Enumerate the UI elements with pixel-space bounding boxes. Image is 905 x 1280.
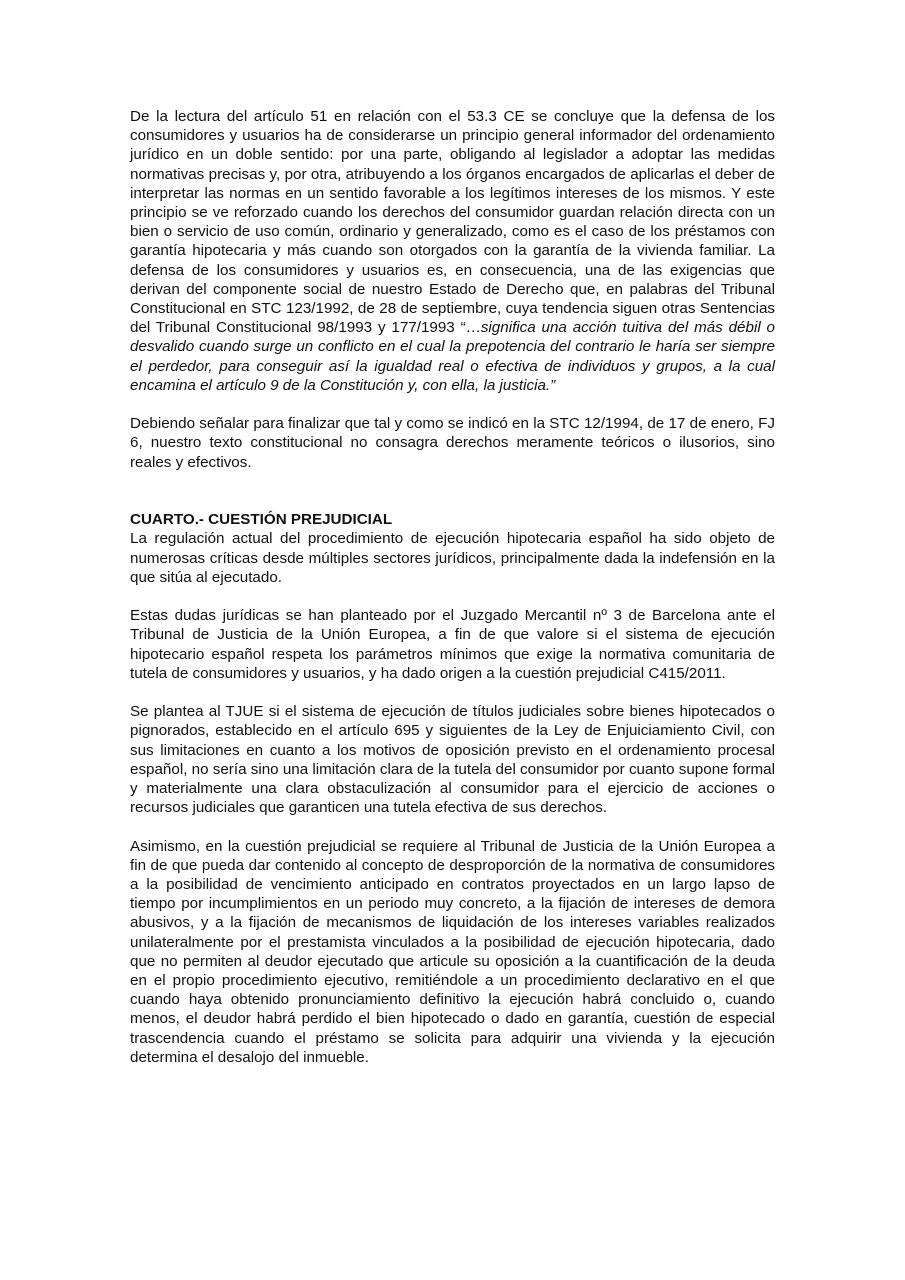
paragraph-stc-conclusion: Debiendo señalar para finalizar que tal y como se indicó en la STC 12/1994, de 17 de enero, FJ 6, nuestro texto constitucional no consagra derechos meramente teóricos o ilusorios, sino reales y efectivos. [130, 415, 775, 471]
paragraph-disproportion: Asimismo, en la cuestión prejudicial se requiere al Tribunal de Justicia de la Unión Europea a fin de que pueda dar contenido al concepto de desproporción de la normativa de consumidores a la posibilidad de vencimiento anticipado en contratos proyectados en un largo lapso de tiempo por incumplimientos en un periodo muy concreto, a la fijación de intereses de demora abusivos, y a la fijación de mecanismos de liquidación de los intereses variables realizados unilateralmente por el prestamista vinculados a la posibilidad de ejecución hipotecaria, dado que no permiten al deudor ejecutado que articule su oposición a la cuantificación de la deuda en el propio procedimiento ejecutivo, remitiéndole a un procedimiento declarativo en el que cuando haya obtenido pronunciamiento definitivo la ejecución habrá concluido o, cuando menos, el deudor habrá perdido el bien hipotecado o dado en garantía, cuestión de especial trascendencia cuando el préstamo se solicita para adquirir una vivienda y la ejecución determina el desalojo del inmueble. [130, 837, 775, 1066]
constitutional-court-quote: significa una acción tuitiva del más débil o desvalido cuando surge un conflicto en el cual la prepotencia del contrario le haría ser siempre el perdedor, para conseguir así la igualdad real o efectiva de individuos y grupos, a la cual encamina el artículo 9 de la Constitución y, con ella, la justicia.” [130, 319, 775, 394]
spacer [130, 817, 775, 836]
spacer [130, 683, 775, 702]
paragraph-legal-doubts: Estas dudas jurídicas se han planteado por el Juzgado Mercantil nº 3 de Barcelona ante el Tribunal de Justicia de la Unión Europea, a fin de que valore si el sistema de ejecución hipotecario español respeta los parámetros mínimos que exige la normativa comunitaria de tutela de consumidores y usuarios, y ha dado origen a la cuestión prejudicial C415/2011. [130, 607, 775, 682]
paragraph-mortgage-regulation: La regulación actual del procedimiento de ejecución hipotecaria español ha sido objeto de numerosas críticas desde múltiples sectores jurídicos, principalmente dada la indefensión en la que sitúa al ejecutado. [130, 530, 775, 586]
spacer [130, 472, 775, 510]
spacer [130, 587, 775, 606]
spacer [130, 395, 775, 414]
paragraph-consumer-protection [130, 107, 775, 395]
section-heading: CUARTO.- CUESTIÓN PREJUDICIAL [130, 511, 393, 529]
paragraph-tjue-question: Se plantea al TJUE si el sistema de ejecución de títulos judiciales sobre bienes hipotecados o pignorados, establecido en el artículo 695 y siguientes de la Ley de Enjuiciamiento Civil, con sus limitaciones en cuanto a los motivos de oposición previsto en el ordenamiento procesal español, no sería sino una limitación clara de la tutela del consumidor por cuanto supone formal y materialmente una clara obstaculización al consumidor para el ejercicio de acciones o recursos judiciales que garanticen una tutela efectiva de sus derechos. [130, 703, 776, 817]
document-page [130, 107, 775, 1067]
paragraph-text: De la lectura del artículo 51 en relación con el 53.3 CE se concluye que la defensa de los consumidores y usuarios ha de considerarse un principio general informador del ordenamiento jurídico en un doble sentido: por una parte, obligando al legislador a adoptar las medidas normativas precisas y, por otra, atribuyendo a los órganos encargados de aplicarlas el deber de interpretar las normas en un sentido favorable a los legítimos intereses de los mismos. Y este principio se ve reforzado cuando los derechos del consumidor guardan relación directa con un bien o servicio de uso común, ordinario y generalizado, como es el caso de los préstamos con garantía hipotecaria y más cuando son otorgados con la garantía de la vivienda familiar. La defensa de los consumidores y usuarios es, en consecuencia, una de las exigencias que derivan del componente social de nuestro Estado de Derecho que, en palabras del Tribunal Constitucional en STC 123/1992, de 28 de septiembre, cuya tendencia siguen otras Sentencias del Tribunal Constitucional 98/1993 y 177/1993 “… [130, 108, 775, 337]
